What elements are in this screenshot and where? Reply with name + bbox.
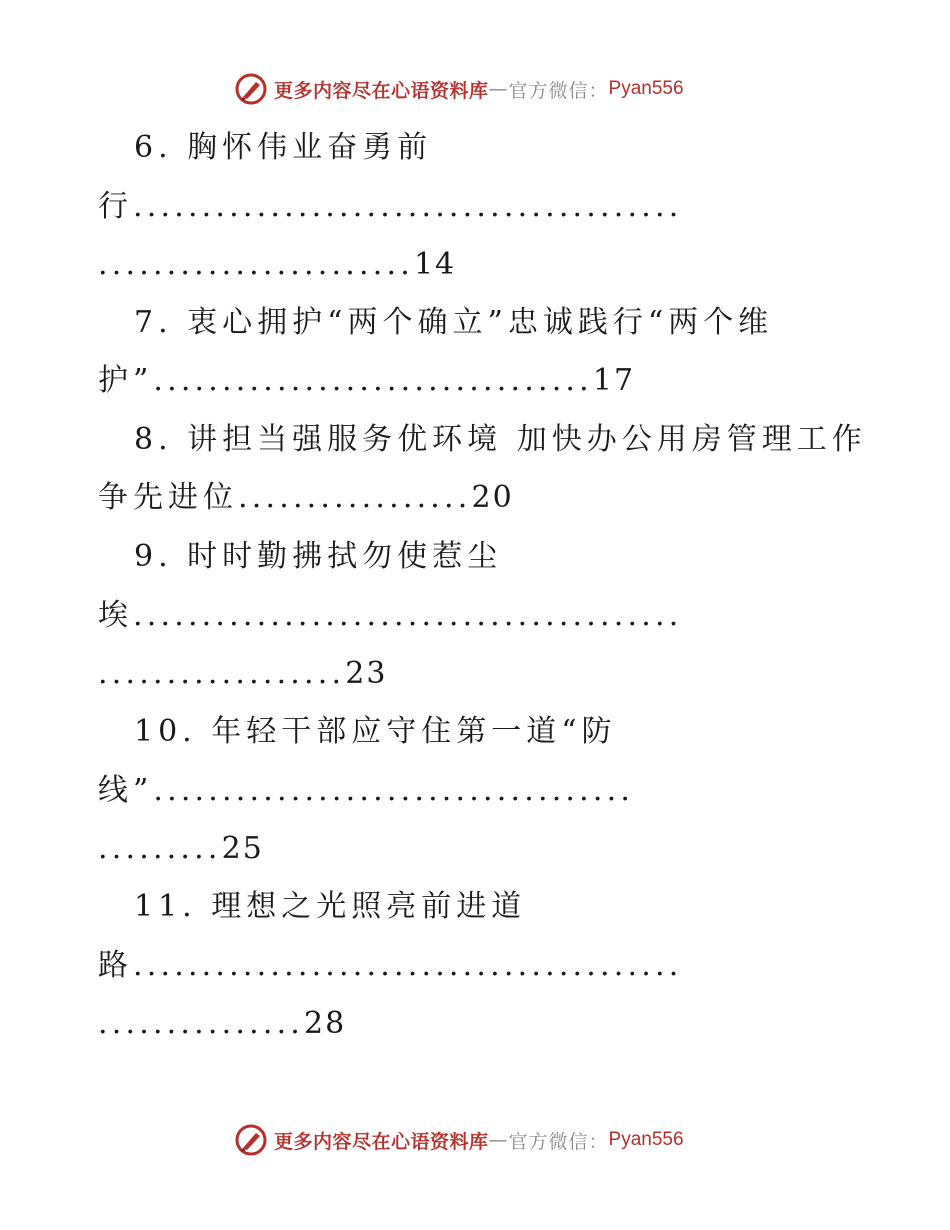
toc-entry-title-cont: 护”	[98, 363, 154, 398]
toc-leader-dots: .................	[238, 480, 472, 515]
toc-entry-6-cont	[98, 187, 858, 227]
toc-entry-title-cont: 线”	[98, 773, 154, 808]
toc-entry-number: 10.	[134, 714, 197, 749]
pen-logo-icon	[234, 72, 268, 106]
toc-entry-9-cont	[98, 596, 858, 636]
toc-entry-8-cont	[98, 478, 858, 518]
toc-leader-dots: ........................................	[133, 948, 683, 983]
toc-entry-number: 9.	[134, 539, 173, 574]
watermark-separator: —	[488, 78, 509, 100]
toc-entry-7-title	[134, 303, 894, 343]
toc-page-number: 28	[304, 1006, 347, 1041]
toc-leader-dots: .......................	[98, 247, 414, 282]
watermark-separator: —	[488, 1129, 509, 1151]
toc-entry-title: 讲担当强服务优环境 加快办公用房管理工作	[187, 422, 867, 457]
toc-entry-title: 年轻干部应守住第一道“防	[211, 714, 617, 749]
toc-entry-title: 理想之光照亮前进道	[211, 889, 527, 924]
toc-leader-dots: ........................................	[133, 598, 683, 633]
toc-entry-title: 时时勤拂拭勿使惹尘	[187, 539, 503, 574]
toc-entry-11-title	[134, 887, 894, 927]
toc-entry-10-page-line	[98, 829, 858, 869]
watermark-header	[234, 72, 684, 106]
toc-page-number: 23	[345, 656, 388, 691]
toc-page-number: 20	[471, 480, 514, 515]
watermark-wechat-id: Pyan556	[608, 78, 684, 99]
watermark-wechat-id: Pyan556	[608, 1129, 684, 1150]
watermark-official-label: 官方微信：	[508, 79, 609, 102]
toc-entry-number: 8.	[134, 422, 173, 457]
toc-entry-6-title	[134, 128, 894, 168]
toc-entry-8-title	[134, 420, 894, 460]
toc-leader-dots: ..................	[98, 656, 346, 691]
toc-entry-11-page-line	[98, 1004, 858, 1044]
toc-entry-number: 6.	[134, 130, 173, 165]
toc-entry-9-title	[134, 537, 894, 577]
toc-entry-title-cont: 行	[98, 189, 133, 224]
toc-entry-10-title	[134, 712, 894, 752]
toc-entry-11-cont	[98, 946, 858, 986]
toc-entry-number: 7.	[134, 305, 173, 340]
toc-entry-number: 11.	[134, 889, 197, 924]
toc-entry-title-cont: 争先进位	[98, 480, 238, 515]
toc-entry-6-page-line	[98, 245, 858, 285]
toc-leader-dots: .........	[98, 831, 222, 866]
toc-leader-dots: ........................................	[133, 189, 683, 224]
toc-entry-title-cont: 埃	[98, 598, 133, 633]
toc-page-number: 25	[221, 831, 264, 866]
toc-leader-dots: ...................................	[153, 773, 635, 808]
toc-leader-dots: ...............	[98, 1006, 305, 1041]
toc-entry-title-cont: 路	[98, 948, 133, 983]
toc-leader-dots: ................................	[153, 363, 593, 398]
watermark-footer	[234, 1123, 684, 1157]
toc-entry-title: 胸怀伟业奋勇前	[187, 130, 433, 165]
toc-entry-7-cont	[98, 361, 858, 401]
watermark-text: 更多内容尽在心语资料库	[274, 79, 489, 102]
watermark-text: 更多内容尽在心语资料库	[274, 1130, 489, 1153]
pen-logo-icon	[234, 1123, 268, 1157]
toc-page-number: 17	[592, 363, 636, 398]
toc-page-number: 14	[413, 247, 457, 282]
watermark-official-label: 官方微信：	[508, 1130, 609, 1153]
toc-entry-9-page-line	[98, 654, 858, 694]
toc-entry-10-cont	[98, 771, 858, 811]
toc-entry-title: 衷心拥护“两个确立”忠诚践行“两个维	[187, 305, 774, 340]
